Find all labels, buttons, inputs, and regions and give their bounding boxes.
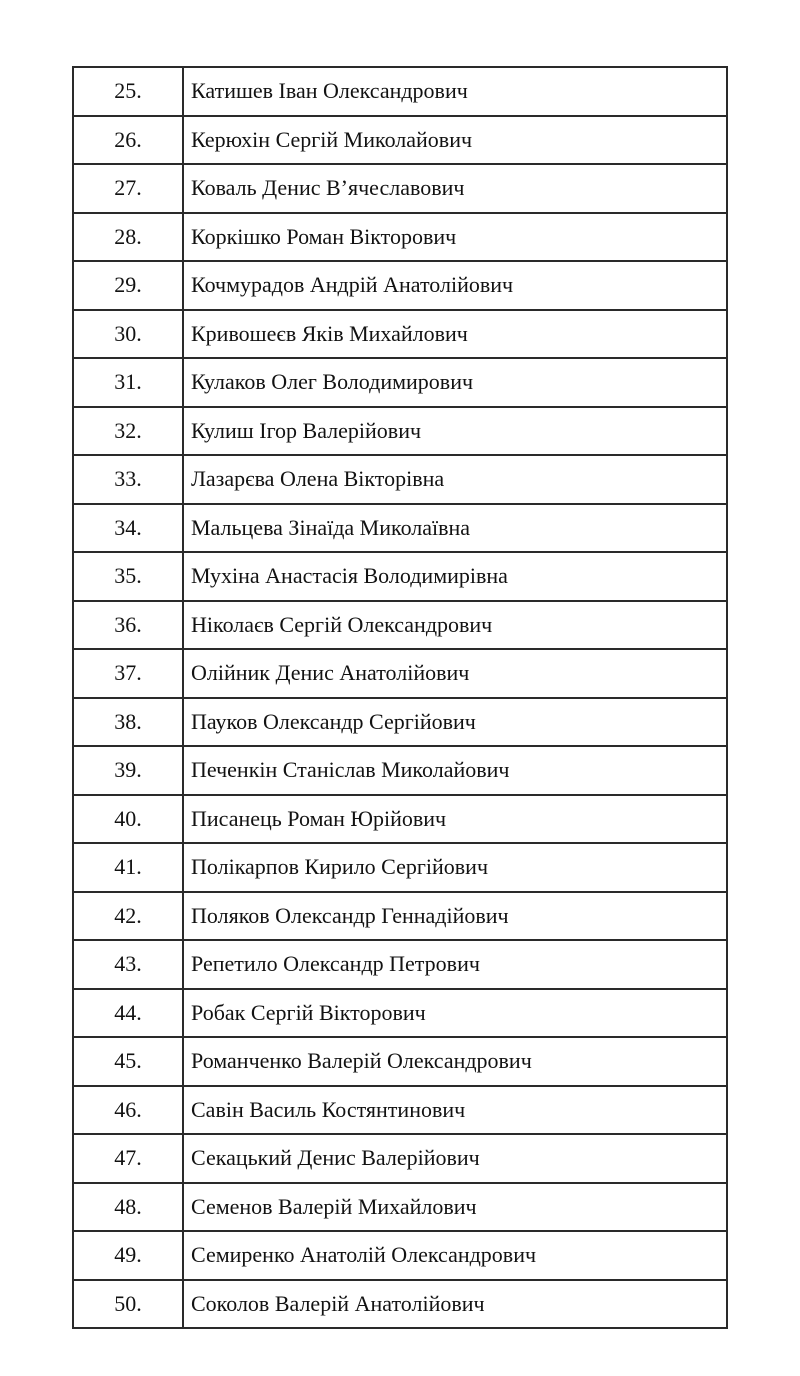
row-number-cell: 37.	[73, 649, 183, 698]
person-name-cell: Романченко Валерій Олександрович	[183, 1037, 727, 1086]
person-name-cell: Коркішко Роман Вікторович	[183, 213, 727, 262]
row-number-cell: 47.	[73, 1134, 183, 1183]
row-number-cell: 29.	[73, 261, 183, 310]
row-number-cell: 50.	[73, 1280, 183, 1329]
row-number-cell: 28.	[73, 213, 183, 262]
row-number-cell: 26.	[73, 116, 183, 165]
row-number-cell: 38.	[73, 698, 183, 747]
table-row	[73, 164, 727, 213]
person-name-cell: Лазарєва Олена Вікторівна	[183, 455, 727, 504]
row-number-cell: 36.	[73, 601, 183, 650]
person-name-cell: Кулиш Ігор Валерійович	[183, 407, 727, 456]
person-name-cell: Семиренко Анатолій Олександрович	[183, 1231, 727, 1280]
person-name-cell: Репетило Олександр Петрович	[183, 940, 727, 989]
row-number-cell: 46.	[73, 1086, 183, 1135]
person-name-cell: Полікарпов Кирило Сергійович	[183, 843, 727, 892]
row-number-cell: 32.	[73, 407, 183, 456]
row-number-cell: 30.	[73, 310, 183, 359]
person-name-cell: Робак Сергій Вікторович	[183, 989, 727, 1038]
person-name-cell: Катишев Іван Олександрович	[183, 67, 727, 116]
table-row	[73, 504, 727, 553]
table-row	[73, 67, 727, 116]
names-roster-body	[73, 67, 727, 1328]
person-name-cell: Соколов Валерій Анатолійович	[183, 1280, 727, 1329]
row-number-cell: 34.	[73, 504, 183, 553]
person-name-cell: Писанець Роман Юрійович	[183, 795, 727, 844]
table-row	[73, 601, 727, 650]
person-name-cell: Ніколаєв Сергій Олександрович	[183, 601, 727, 650]
row-number-cell: 42.	[73, 892, 183, 941]
row-number-cell: 35.	[73, 552, 183, 601]
person-name-cell: Савін Василь Костянтинович	[183, 1086, 727, 1135]
names-roster-table	[72, 66, 728, 1329]
row-number-cell: 25.	[73, 67, 183, 116]
person-name-cell: Печенкін Станіслав Миколайович	[183, 746, 727, 795]
person-name-cell: Пауков Олександр Сергійович	[183, 698, 727, 747]
person-name-cell: Кривошеєв Яків Михайлович	[183, 310, 727, 359]
table-row	[73, 1280, 727, 1329]
table-row	[73, 892, 727, 941]
table-row	[73, 116, 727, 165]
person-name-cell: Керюхін Сергій Миколайович	[183, 116, 727, 165]
person-name-cell: Кочмурадов Андрій Анатолійович	[183, 261, 727, 310]
table-row	[73, 552, 727, 601]
table-row	[73, 1134, 727, 1183]
person-name-cell: Поляков Олександр Геннадійович	[183, 892, 727, 941]
person-name-cell: Мальцева Зінаїда Миколаївна	[183, 504, 727, 553]
row-number-cell: 44.	[73, 989, 183, 1038]
table-row	[73, 213, 727, 262]
row-number-cell: 41.	[73, 843, 183, 892]
row-number-cell: 31.	[73, 358, 183, 407]
person-name-cell: Мухіна Анастасія Володимирівна	[183, 552, 727, 601]
row-number-cell: 33.	[73, 455, 183, 504]
person-name-cell: Семенов Валерій Михайлович	[183, 1183, 727, 1232]
row-number-cell: 40.	[73, 795, 183, 844]
table-row	[73, 843, 727, 892]
person-name-cell: Секацький Денис Валерійович	[183, 1134, 727, 1183]
table-row	[73, 746, 727, 795]
person-name-cell: Коваль Денис В’ячеславович	[183, 164, 727, 213]
table-row	[73, 1037, 727, 1086]
table-row	[73, 407, 727, 456]
table-row	[73, 795, 727, 844]
row-number-cell: 27.	[73, 164, 183, 213]
table-row	[73, 989, 727, 1038]
table-row	[73, 1231, 727, 1280]
table-row	[73, 1183, 727, 1232]
table-row	[73, 358, 727, 407]
row-number-cell: 39.	[73, 746, 183, 795]
table-row	[73, 310, 727, 359]
row-number-cell: 45.	[73, 1037, 183, 1086]
table-row	[73, 649, 727, 698]
person-name-cell: Кулаков Олег Володимирович	[183, 358, 727, 407]
table-row	[73, 940, 727, 989]
person-name-cell: Олійник Денис Анатолійович	[183, 649, 727, 698]
row-number-cell: 43.	[73, 940, 183, 989]
row-number-cell: 48.	[73, 1183, 183, 1232]
table-row	[73, 698, 727, 747]
row-number-cell: 49.	[73, 1231, 183, 1280]
table-row	[73, 455, 727, 504]
table-row	[73, 261, 727, 310]
table-row	[73, 1086, 727, 1135]
